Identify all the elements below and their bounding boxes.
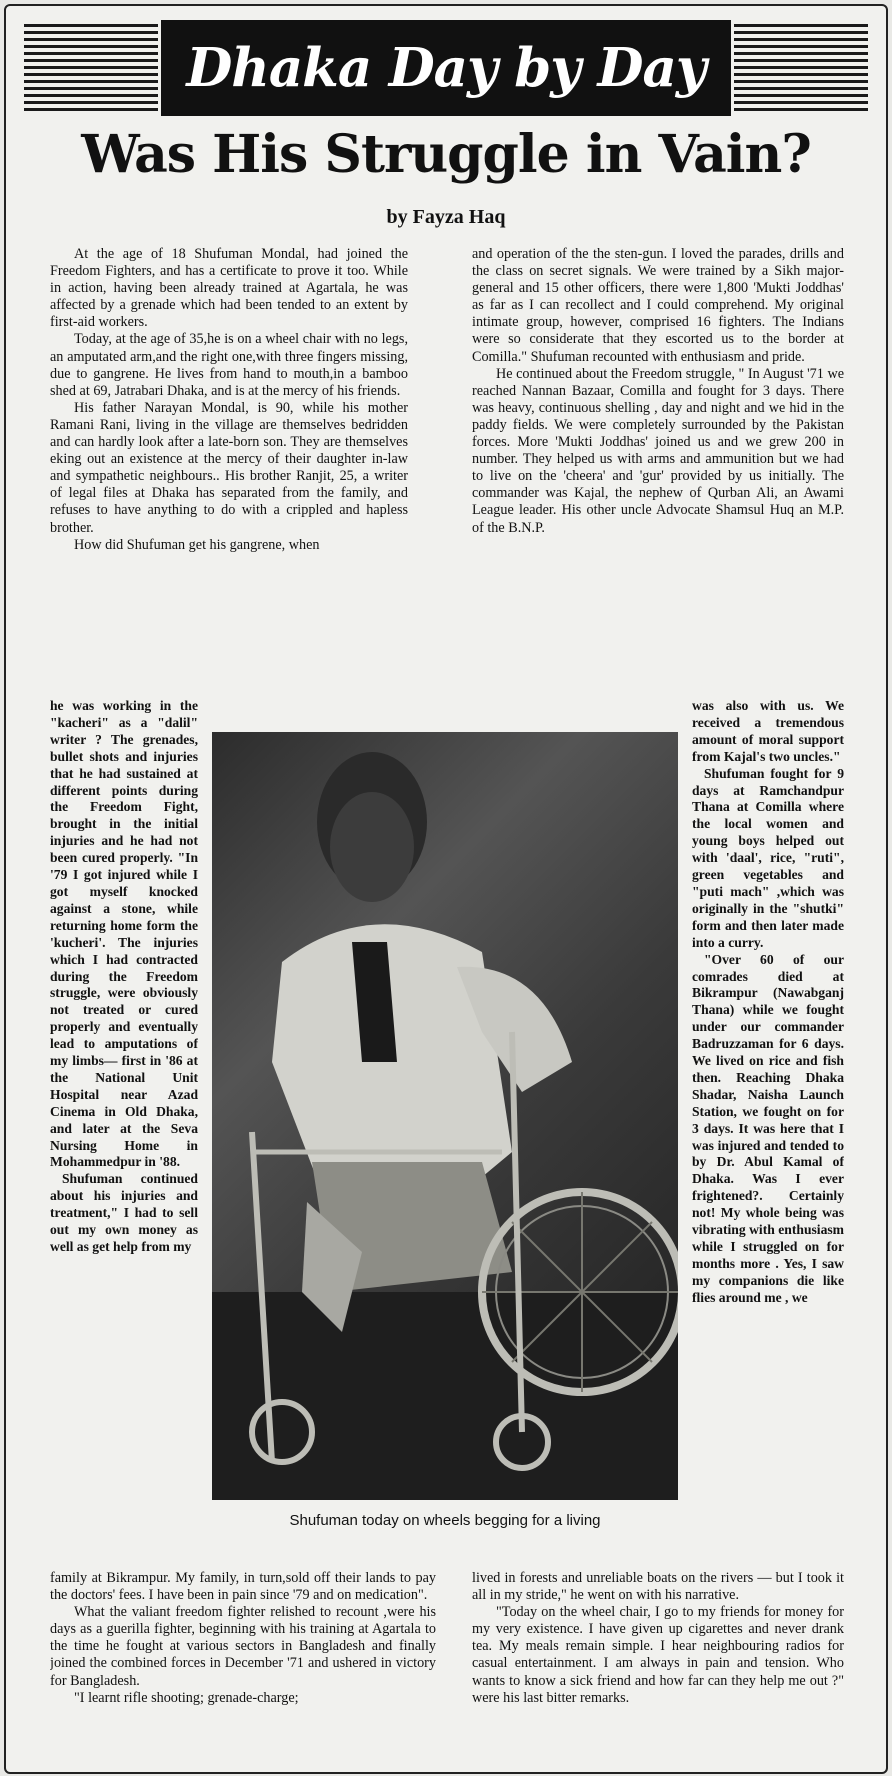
paragraph: "Over 60 of our comrades died at Bikrampur (Nawabganj Thana) while we fought under our commander Badruzzaman for 6 days. We lived on rice and fish then. Reaching Dhaka Shadar, Naisha Launch Station, we fought on for 3 days. It was here that I was injured and tended to by Dr. Abul Kamal of Dhaka. Was I ever frightened?. Certainly not! My whole being was vibrating with enthusiasm while I struggled on for months more . Yes, I saw my companions die like flies around me , we <box>692 951 844 1305</box>
paragraph: Shufuman continued about his injuries and treatment," I had to sell out my own money as well as get help from my <box>50 1171 198 1254</box>
column-left-narrow <box>50 698 198 1568</box>
headline: Was His Struggle in Vain? <box>81 124 811 185</box>
newspaper-clipping <box>4 4 888 1774</box>
paragraph: "I learnt rifle shooting; grenade-charge; <box>74 1689 299 1706</box>
paragraph: lived in forests and unreliable boats on the rivers — but I took it all in my stride," he went on with his narrative. <box>472 1570 844 1604</box>
photo-man-in-wheelchair <box>212 732 678 1500</box>
paragraph: Today, at the age of 35,he is on a wheel chair with no legs, an amputated arm,and the right one,with three fingers missing, due to gangrene. He lives from hand to mouth,in a bamboo shed at 69, Jatrabari Dhaka, and is at the mercy of his friends. <box>50 331 408 399</box>
paragraph: "Today on the wheel chair, I go to my friends for money for my very existence. I have given up cigarettes and never drank tea. My meals remain simple. I hear neighbouring radios for casual entertainment. I am always in pain and tension. Who wants to know a sick friend and how far can they help me out ?" were his last bitter remarks. <box>472 1604 844 1706</box>
section-title: Dhaka Day by Day <box>161 20 731 116</box>
paragraph: How did Shufuman get his gangrene, when <box>74 536 320 553</box>
paragraph: He continued about the Freedom struggle, " In August '71 we reached Nannan Bazaar, Comilla and fought for 3 days. There was heavy, continuous shelling , day and night and we hid in the paddy fields. We were completely surrounded by the Pakistan forces. More 'Mukti Joddhas' joined us and we grew 200 in number. They helped us with arms and ammunition but we had to live on the 'cheera' and 'gur' provided by us initially. The commander was Kajal, the nephew of Qurban Ali, an Awami League leader. His other uncle Advocate Shamsul Huq an M.P. of the B.N.P. <box>472 365 844 536</box>
wheelchair-photo-illustration <box>212 732 678 1500</box>
paragraph: His father Narayan Mondal, is 90, while his mother Ramani Rani, living in the village are themselves bedridden and can hardly look after a late-born son. They are themselves eking out an existence at the mercy of their daughter in-law and sympathetic neighbours.. His brother Ranjit, 25, a writer of legal files at Dhaka has separated from the family, and refuses to have anything to do with a crippled and hapless brother. <box>50 399 408 536</box>
paragraph: was also with us. We received a tremendous amount of moral support from Kajal's two uncles." <box>692 698 844 764</box>
paragraph: and operation of the the sten-gun. I loved the parades, drills and the class on secret signals. We were trained by a Sikh major-general and 15 other officers, there were 1,800 'Mukti Joddhas' as far as I can recollect and I could comprehend. My original intimate group, however, comprised 16 fighters. The Indians were so considerate that they escorted us to the border at Comilla." Shufuman recounted with enthusiasm and pride. <box>472 246 844 365</box>
paragraph: family at Bikrampur. My family, in turn,sold off their lands to pay the doctors' fees. I have been in pain since '79 and on medication". <box>50 1570 436 1604</box>
paragraph: At the age of 18 Shufuman Mondal, had joined the Freedom Fighters, and has a certificate to prove it too. While in action, having been already trained at Agartala, he was affected by a grenade which had been tended to an extent by first-aid workers. <box>50 246 408 331</box>
paragraph: Shufuman fought for 9 days at Ramchandpur Thana at Comilla where the local women and young boys helped out with 'daal', rice, "ruti", green vegetables and "puti mach" ,which was originally in the "shutki" form and then later made into a curry. <box>692 765 844 950</box>
column-right-bottom <box>472 1570 844 1772</box>
photo-caption: Shufuman today on wheels begging for a living <box>289 1512 601 1529</box>
column-right-top <box>472 246 844 686</box>
paragraph: he was working in the "kacheri" as a "dalil" writer ? The grenades, bullet shots and injuries that he had sustained at different points during the Freedom Fight, brought in the initial injuries and he had not been cured properly. "In '79 I got injured while I got myself knocked against a stone, while returning home form the 'kucheri'. The injuries which I had contracted during the Freedom struggle, were obviously not treated or cured properly and eventually lead to amputations of my limbs— first in '86 at the National Unit Hospital near Azad Cinema in Old Dhaka, and later at the Seva Nursing Home in Mohammedpur in '88. <box>50 698 198 1170</box>
column-left-bottom <box>50 1570 436 1772</box>
paragraph: What the valiant freedom fighter relished to recount ,were his days as a guerilla fighter, beginning with his training at Agartala to the time he fought at various sectors in Bangladesh and finally joined the combined forces in December '71 and ushered in victory for Bangladesh. <box>50 1604 436 1689</box>
column-right-narrow <box>692 698 844 1568</box>
column-left-top <box>50 246 408 686</box>
banner-hatch-right <box>734 24 868 112</box>
byline: by Fayza Haq <box>386 206 506 228</box>
section-banner <box>24 20 868 116</box>
banner-hatch-left <box>24 24 158 112</box>
